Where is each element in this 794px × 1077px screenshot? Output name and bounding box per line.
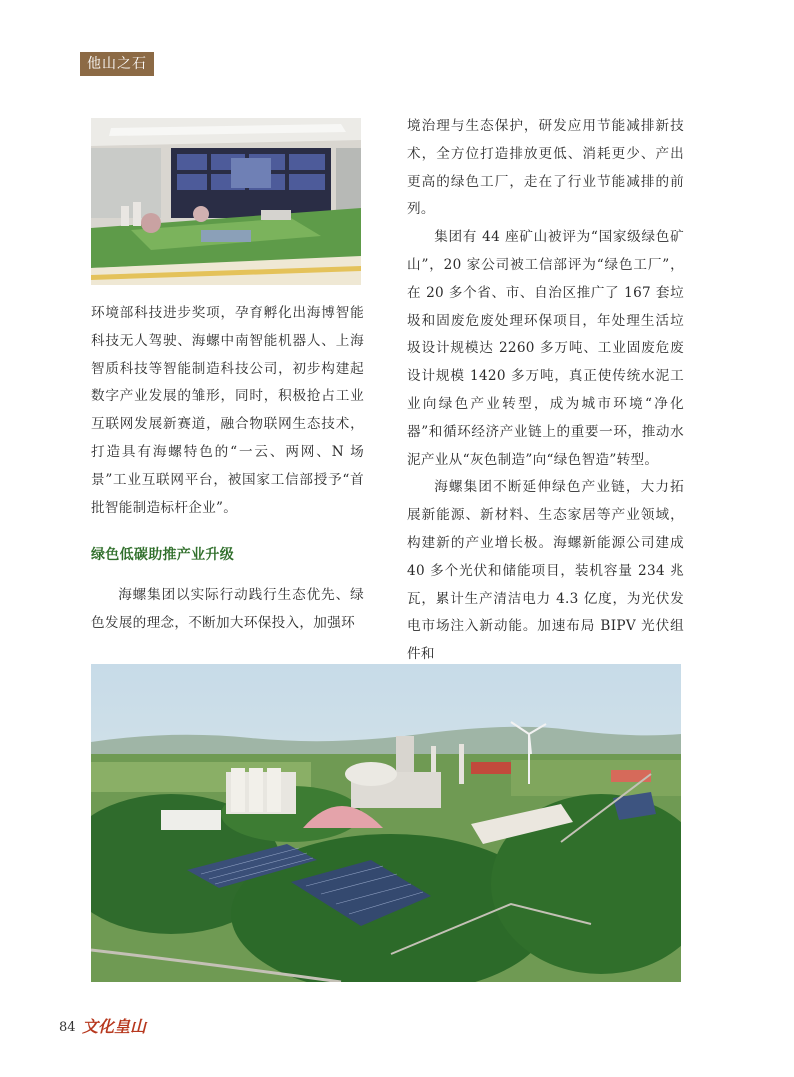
section-tag: 他山之石 <box>80 52 154 76</box>
control-center-photo <box>91 118 361 285</box>
body-paragraph: 海螺集团以实际行动践行生态优先、绿色发展的理念，不断加大环保投入，加强环 <box>91 587 364 631</box>
right-column <box>407 113 684 669</box>
body-paragraph: 集团有 44 座矿山被评为“国家级绿色矿山”，20 家公司被工信部评为“绿色工厂”，在 20 多个省、市、自治区推广了 167 套垃圾和固废危废处理环保项目，年处理生活垃圾设计规模达 2260 多万吨、工业固废危废设计规模 1420 多万吨，真正使传统水泥工业向绿色产业转型，成为城市环境“净化器”和循环经济产业链上的重要一环，推动水泥产业从“灰色制造”向“绿色智造”转型。 <box>407 229 684 468</box>
body-paragraph: 境治理与生态保护，研发应用节能减排新技术，全方位打造排放更低、消耗更少、产出更高的绿色工厂，走在了行业节能减排的前列。 <box>407 118 684 218</box>
body-paragraph: 环境部科技进步奖项，孕育孵化出海博智能科技无人驾驶、海螺中南智能机器人、上海智质科技等智能制造科技公司，初步构建起数字产业发展的雏形，同时，积极抢占工业互联网发展新赛道，融合物联网生态技术，打造具有海螺特色的“一云、两网、N 场景”工业互联网平台，被国家工信部授予“首批智能制造标杆企业”。 <box>91 305 364 516</box>
body-paragraph: 海螺集团不断延伸绿色产业链，大力拓展新能源、新材料、生态家居等产业领域，构建新的产业增长极。海螺新能源公司建成 40 多个光伏和储能项目，装机容量 234 兆瓦，累计生产清洁电力 4.3 亿度，为光伏发电市场注入新动能。加速布局 BIPV 光伏组件和 <box>407 479 684 663</box>
page-number: 84 <box>59 1020 76 1035</box>
aerial-plant-photo <box>91 664 681 982</box>
magazine-logo: 文化皇山 <box>82 1017 147 1036</box>
left-column <box>91 300 364 638</box>
section-subheading: 绿色低碳助推产业升级 <box>91 547 234 564</box>
